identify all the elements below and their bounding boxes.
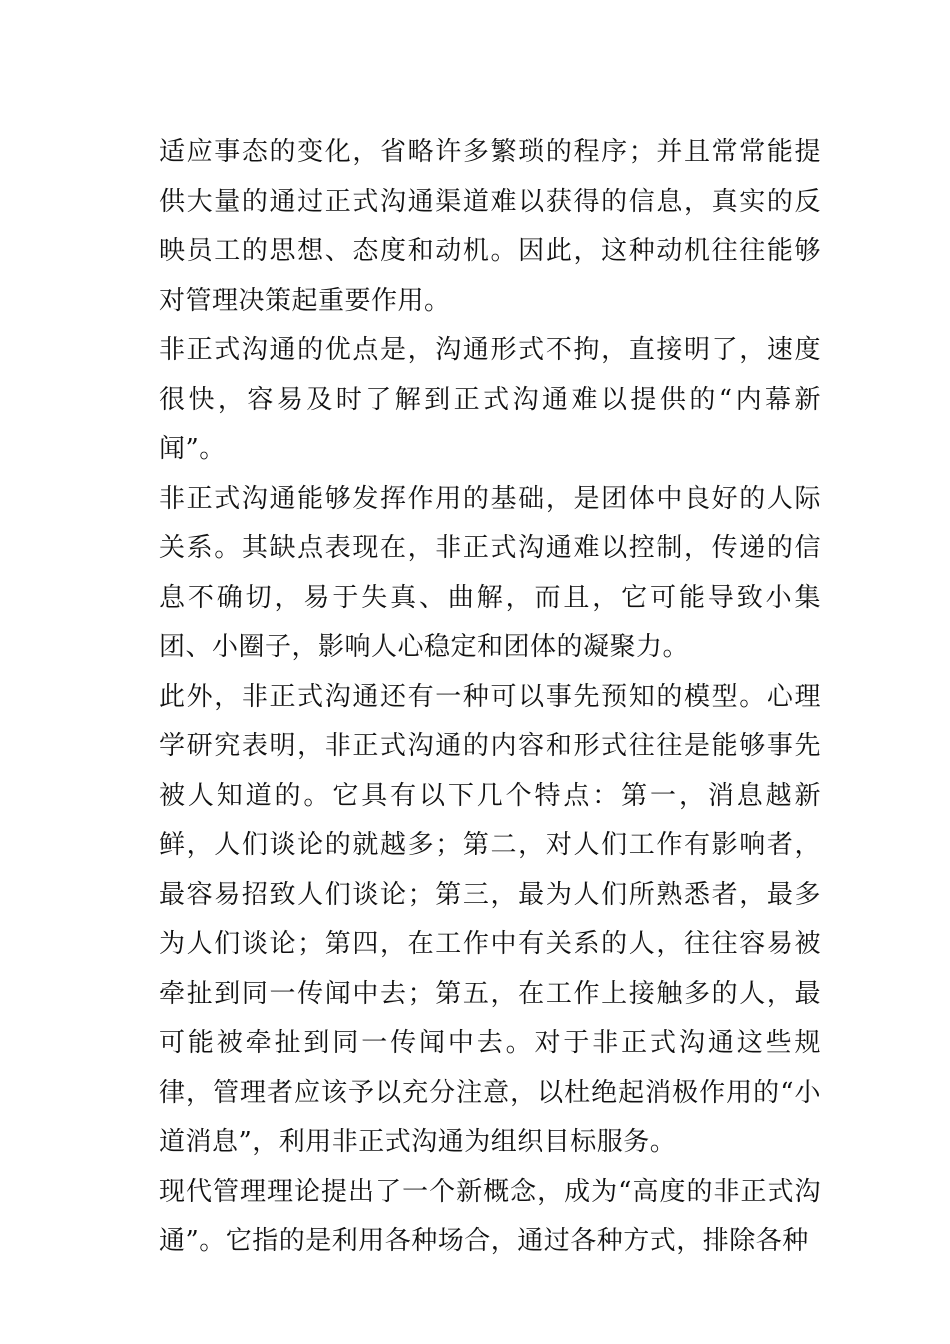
paragraph-4: 此外，非正式沟通还有一种可以事先预知的模型。心理学研究表明，非正式沟通的内容和形式往往是能够事先被人知道的。它具有以下几个特点：第一，消息越新鲜，人们谈论的就越多；第二，对人们工作有影响者，最容易招致人们谈论；第三，最为人们所熟悉者，最多为人们谈论；第四，在工作中有关系的人，往往容易被牵扯到同一传闻中去；第五，在工作上接触多的人，最可能被牵扯到同一传闻中去。对于非正式沟通这些规律，管理者应该予以充分注意，以杜绝起消极作用的“小道消息”，利用非正式沟通为组织目标服务。 <box>159 681 821 1157</box>
document-body <box>159 128 821 1267</box>
paragraph-3: 非正式沟通能够发挥作用的基础，是团体中良好的人际关系。其缺点表现在，非正式沟通难以控制，传递的信息不确切，易于失真、曲解，而且，它可能导致小集团、小圈子，影响人心稳定和团体的凝聚力。 <box>159 483 821 662</box>
paragraph-5: 现代管理理论提出了一个新概念，成为“高度的非正式沟通”。它指的是利用各种场合，通过各种方式，排除各种 <box>159 1176 821 1256</box>
paragraph-1: 适应事态的变化，省略许多繁琐的程序；并且常常能提供大量的通过正式沟通渠道难以获得的信息，真实的反映员工的思想、态度和动机。因此，这种动机往往能够对管理决策起重要作用。 <box>159 137 821 316</box>
paragraph-2: 非正式沟通的优点是，沟通形式不拘，直接明了，速度很快，容易及时了解到正式沟通难以提供的“内幕新闻”。 <box>159 335 821 464</box>
